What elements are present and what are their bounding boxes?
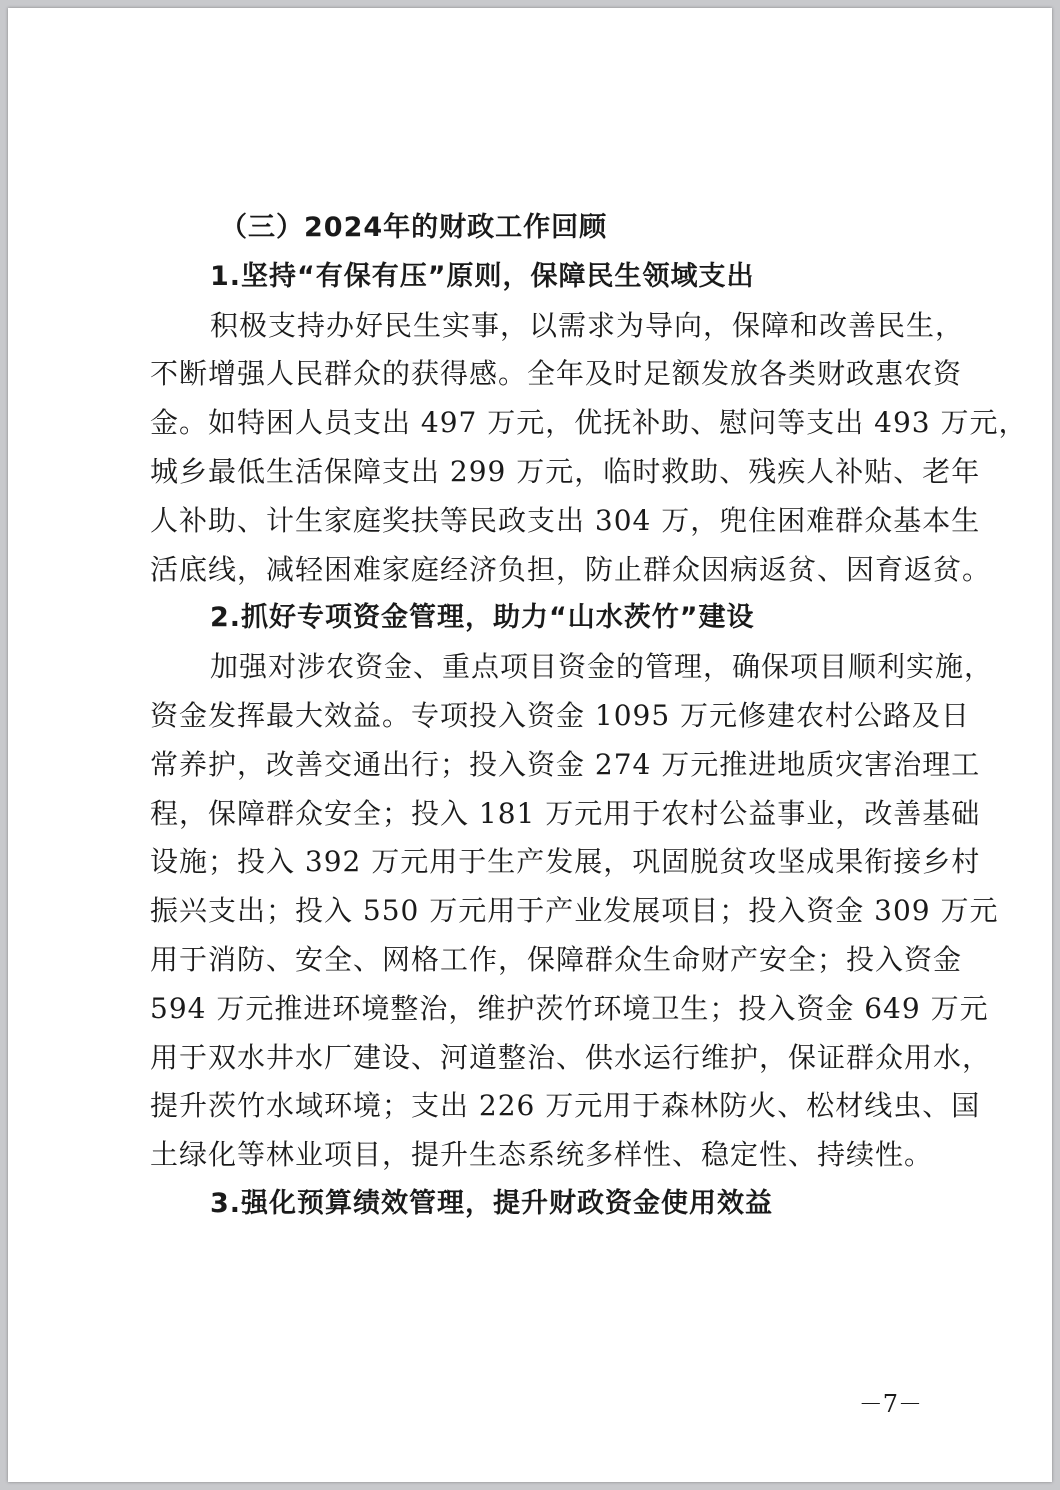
paragraph-line: 设施；投入 392 万元用于生产发展，巩固脱贫攻坚成果衔接乡村 bbox=[150, 845, 981, 879]
paragraph-line: 594 万元推进环境整治，维护茨竹环境卫生；投入资金 649 万元 bbox=[150, 991, 989, 1025]
paragraph-line: 常养护，改善交通出行；投入资金 274 万元推进地质灾害治理工 bbox=[150, 747, 981, 781]
page-number: －7－ bbox=[858, 1390, 922, 1418]
paragraph-line: 加强对涉农资金、重点项目资金的管理，确保项目顺利实施， bbox=[210, 650, 994, 684]
paragraph-line: 城乡最低生活保障支出 299 万元，临时救助、残疾人补贴、老年 bbox=[150, 454, 981, 488]
paragraph-line: 振兴支出；投入 550 万元用于产业发展项目；投入资金 309 万元 bbox=[150, 894, 999, 928]
paragraph-line: 资金发挥最大效益。专项投入资金 1095 万元修建农村公路及日 bbox=[150, 698, 971, 732]
subsection-1-paragraph bbox=[150, 302, 1028, 595]
document-page bbox=[8, 8, 1052, 1482]
paragraph-line: 程，保障群众安全；投入 181 万元用于农村公益事业，改善基础 bbox=[150, 796, 981, 830]
paragraph-line: 用于双水井水厂建设、河道整治、供水运行维护，保证群众用水， bbox=[150, 1040, 992, 1074]
subsection-3-title: 3.强化预算绩效管理，提升财政资金使用效益 bbox=[210, 1187, 774, 1219]
subsection-1-title: 1.坚持“有保有压”原则，保障民生领域支出 bbox=[210, 260, 755, 292]
document-body bbox=[150, 204, 1028, 1229]
paragraph-line: 土绿化等林业项目，提升生态系统多样性、稳定性、持续性。 bbox=[150, 1138, 934, 1172]
paragraph-line: 积极支持办好民生实事，以需求为导向，保障和改善民生， bbox=[210, 308, 965, 342]
paragraph-line: 活底线，减轻困难家庭经济负担，防止群众因病返贫、因育返贫。 bbox=[150, 552, 992, 586]
paragraph-line: 人补助、计生家庭奖扶等民政支出 304 万，兜住困难群众基本生 bbox=[150, 503, 981, 537]
subsection-2-title: 2.抓好专项资金管理，助力“山水茨竹”建设 bbox=[210, 602, 755, 634]
section-title: （三）2024年的财政工作回顾 bbox=[220, 212, 608, 243]
paragraph-line: 用于消防、安全、网格工作，保障群众生命财产安全；投入资金 bbox=[150, 942, 963, 976]
subsection-2-paragraph bbox=[150, 643, 999, 1180]
paragraph-line: 提升茨竹水域环境；支出 226 万元用于森林防火、松材线虫、国 bbox=[150, 1089, 981, 1123]
paragraph-line: 金。如特困人员支出 497 万元，优抚补助、慰问等支出 493 万元， bbox=[150, 406, 1028, 440]
paragraph-line: 不断增强人民群众的获得感。全年及时足额发放各类财政惠农资 bbox=[150, 357, 963, 391]
